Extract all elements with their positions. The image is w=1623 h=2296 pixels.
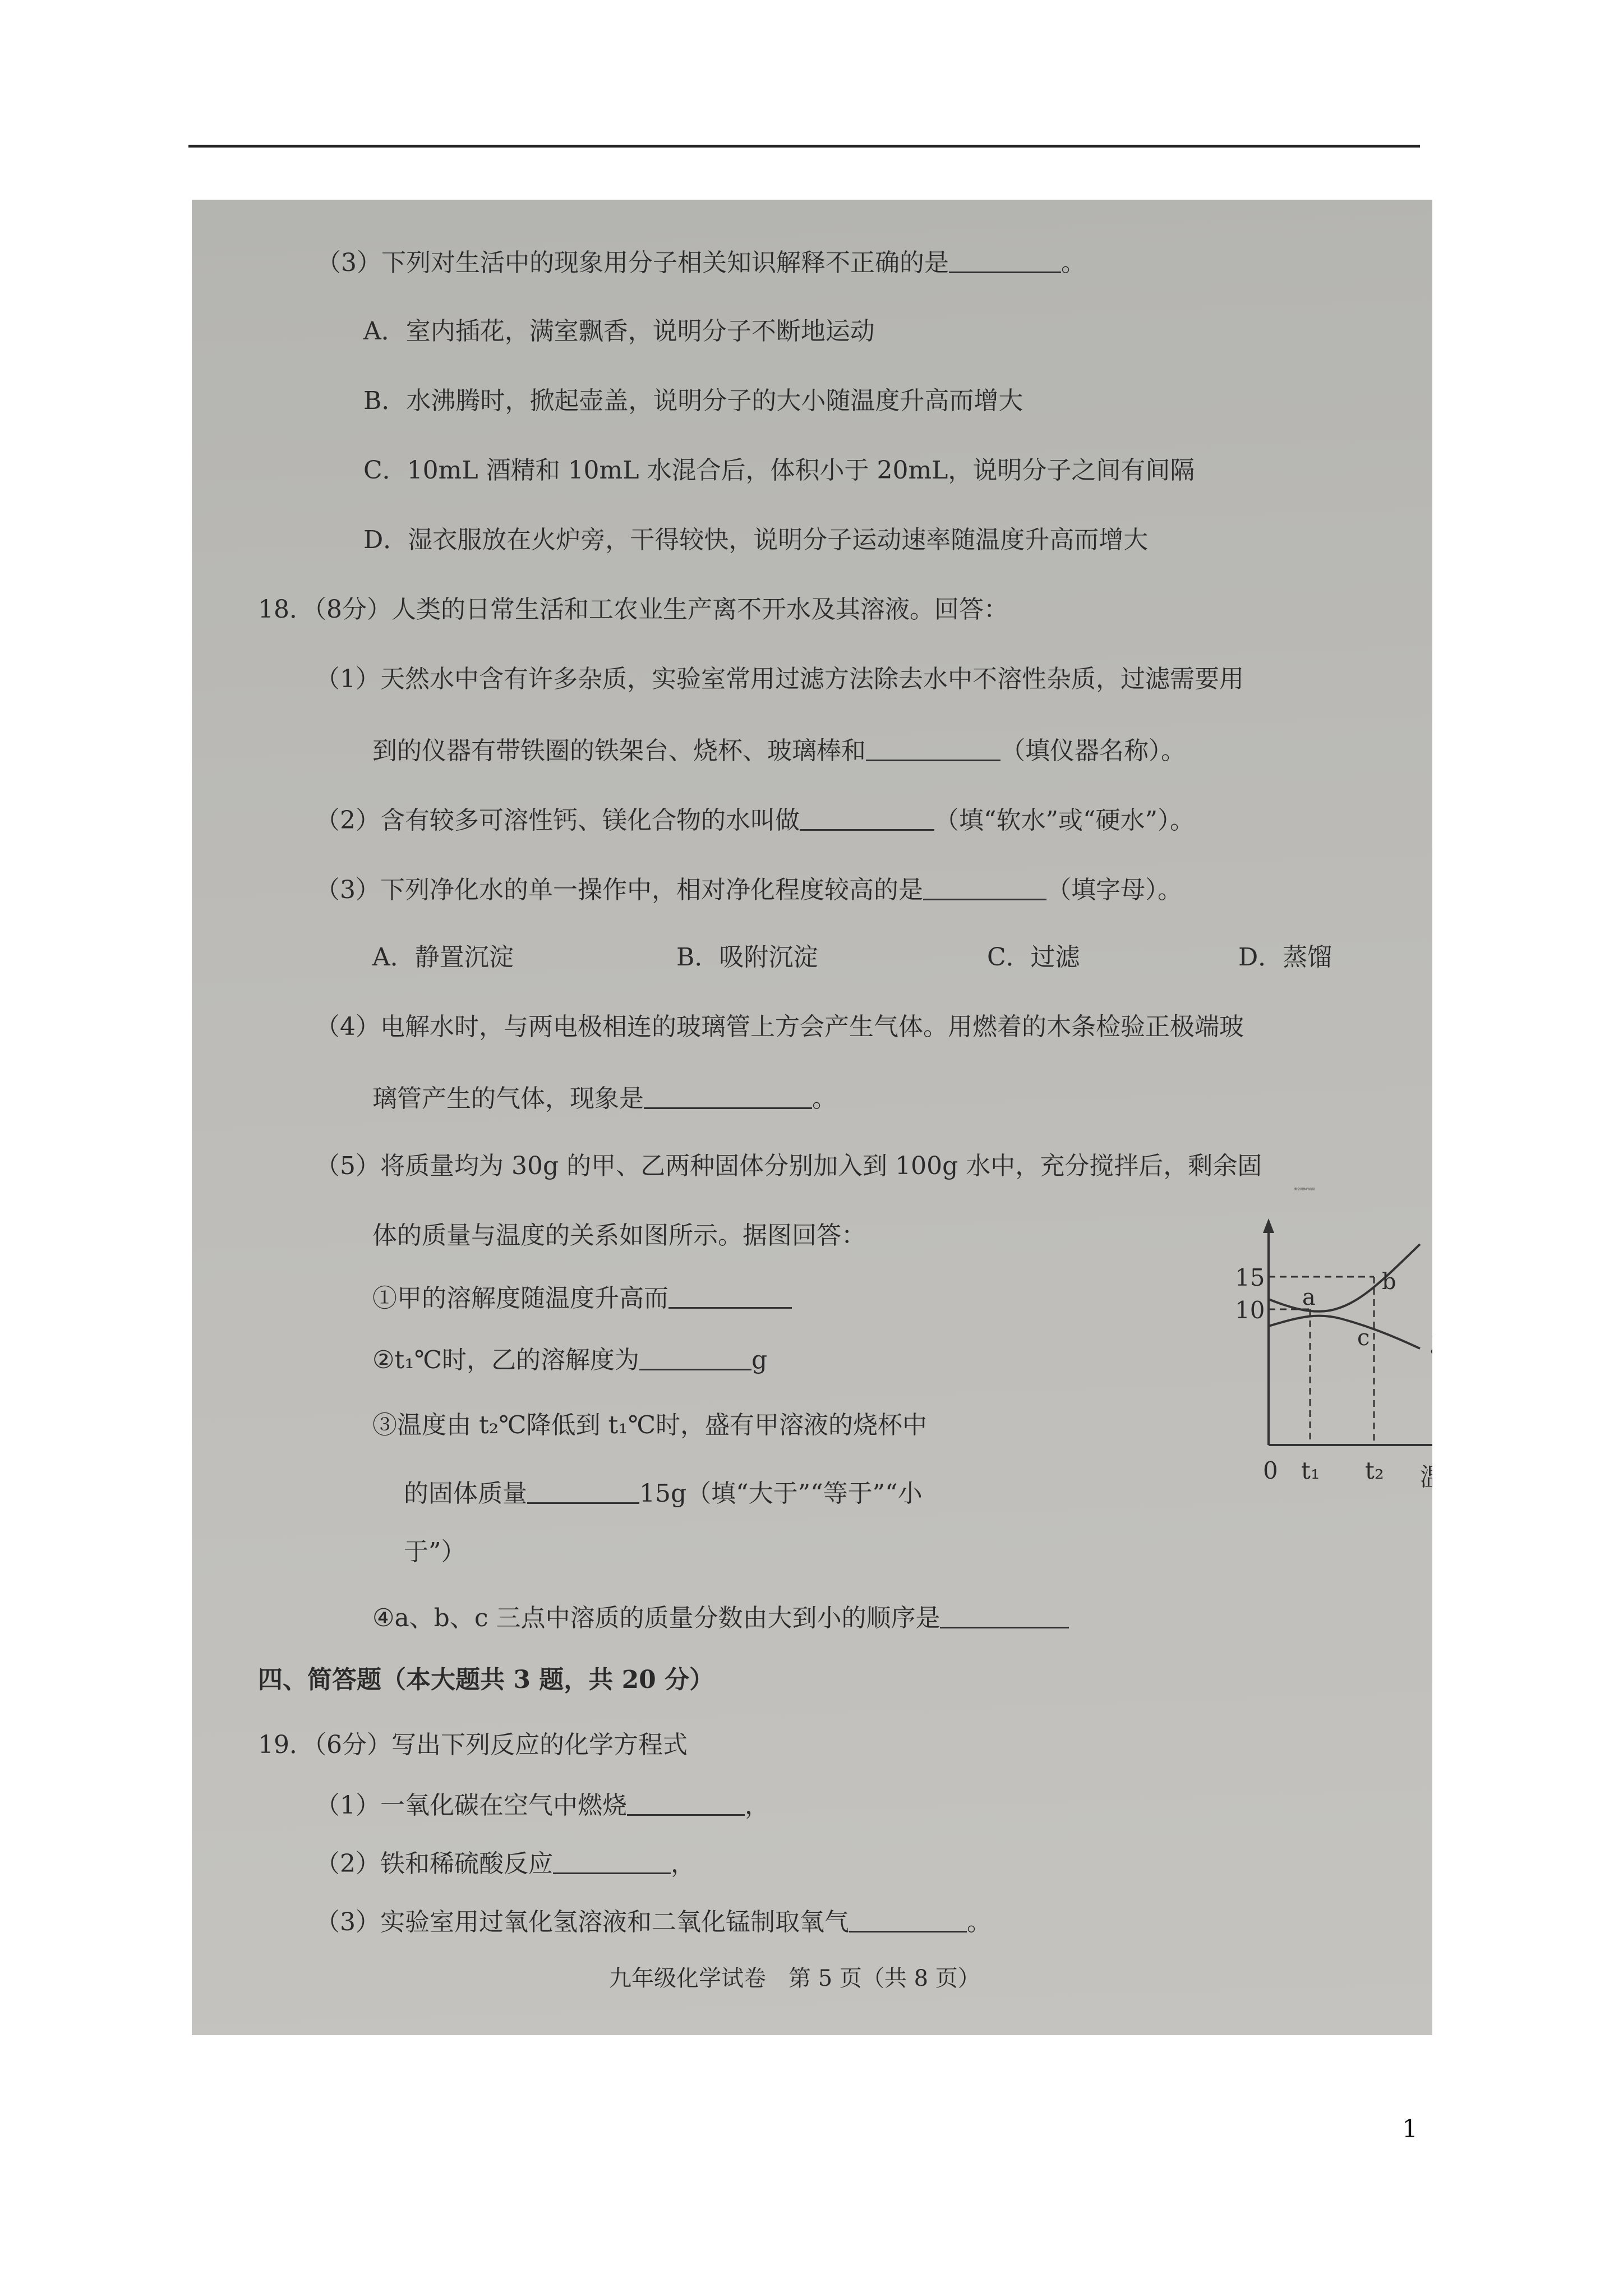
q18-3-option-a: A．静置沉淀 [372,943,514,972]
q17-option-d: D．湿衣服放在火炉旁，干得较快，说明分子运动速率随温度升高而增大 [363,526,1149,554]
point-a-label: a [1302,1285,1316,1310]
q18-5-sub2: ②t₁℃时，乙的溶解度为 g [372,1344,767,1375]
q18-2: （2）含有较多可溶性钙、镁化合物的水叫做 （填“软水”或“硬水”）。 [315,804,1195,835]
q18-1-line2: 到的仪器有带铁圈的铁架台、烧杯、玻璃棒和 （填仪器名称）。 [372,735,1186,766]
q18-4-line1: （4）电解水时，与两电极相连的玻璃管上方会产生气体。用燃着的木条检验正极端玻 [315,1013,1244,1041]
q18-3-option-c: C．过滤 [987,943,1080,972]
series-jia-curve [1269,1244,1420,1312]
q18-5-sub3-line3: 于”） [404,1538,466,1566]
chart-plot [1235,1198,1506,1501]
q18-1-line1: （1）天然水中含有许多杂质，实验室常用过滤方法除去水中不溶性杂质，过滤需要用 [315,665,1244,693]
q18-3-option-b: B．吸附沉淀 [676,943,818,972]
q17-3-stem: （3）下列对生活中的现象用分子相关知识解释不正确的是 。 [316,247,1086,278]
x-axis-label: 温度/℃ [1420,1463,1506,1492]
q18-stem: 18．（8分）人类的日常生活和工农业生产离不开水及其溶液。回答： [258,595,1008,624]
q18-3: （3）下列净化水的单一操作中，相对净化程度较高的是 （填字母）。 [315,874,1182,905]
q19-3: （3）实验室用过氧化氢溶液和二氧化锰制取氧气 。 [315,1906,992,1937]
chart-ylabel: 剩余固体的质量 [1294,1188,1315,1191]
y-axis-arrowhead [1263,1218,1274,1233]
exam-photo [192,200,1506,2035]
q18-5-line1: （5）将质量均为 30g 的甲、乙两种固体分别加入到 100g 水中，充分搅拌后，剩余固 [315,1152,1262,1180]
point-c-label: c [1357,1325,1370,1351]
q18-3-option-d: D．蒸馏 [1238,943,1332,972]
series-yi-curve [1269,1315,1420,1349]
page-number: 1 [1402,2115,1418,2143]
q18-4-line2: 璃管产生的气体，现象是 。 [372,1083,837,1114]
section-4-heading: 四、简答题（本大题共 3 题，共 20 分） [258,1665,714,1694]
series-jia-label: 甲 [1431,1226,1455,1253]
x-tick-t2: t₂ [1365,1457,1384,1484]
point-b-label: b [1382,1269,1396,1295]
x-tick-t1: t₁ [1301,1457,1320,1484]
y-tick-10: 10 [1235,1296,1265,1324]
q18-5-sub4: ④a、b、c 三点中溶质的质量分数由大到小的顺序是 [372,1602,1069,1633]
q18-5-sub3-line1: ③温度由 t₂℃降低到 t₁℃时，盛有甲溶液的烧杯中 [372,1411,928,1439]
q18-5-line2: 体的质量与温度的关系如图所示。据图回答： [372,1221,866,1250]
q17-option-a: A．室内插花，满室飘香，说明分子不断地运动 [363,317,875,346]
q19-stem: 19．（6分）写出下列反应的化学方程式 [258,1731,688,1759]
header-rule [188,145,1420,148]
q17-option-b: B．水沸腾时，掀起壶盖，说明分子的大小随温度升高而增大 [363,386,1023,415]
q19-2: （2）铁和稀硫酸反应 ， [315,1848,695,1879]
q19-1: （1）一氧化碳在空气中燃烧 ， [315,1789,769,1820]
y-tick-15: 15 [1235,1264,1265,1291]
q18-5-sub3-line2: 的固体质量 15g（填“大于”“等于”“小 [404,1478,923,1508]
q18-5-sub1: ①甲的溶解度随温度升高而 [372,1282,792,1313]
q17-option-c: C．10mL 酒精和 10mL 水混合后，体积小于 20mL，说明分子之间有间隔 [363,456,1195,485]
series-yi-label: 乙 [1429,1332,1453,1360]
x-tick-0: 0 [1263,1457,1278,1484]
page-footer: 九年级化学试卷 第 5 页（共 8 页） [609,1966,980,1991]
